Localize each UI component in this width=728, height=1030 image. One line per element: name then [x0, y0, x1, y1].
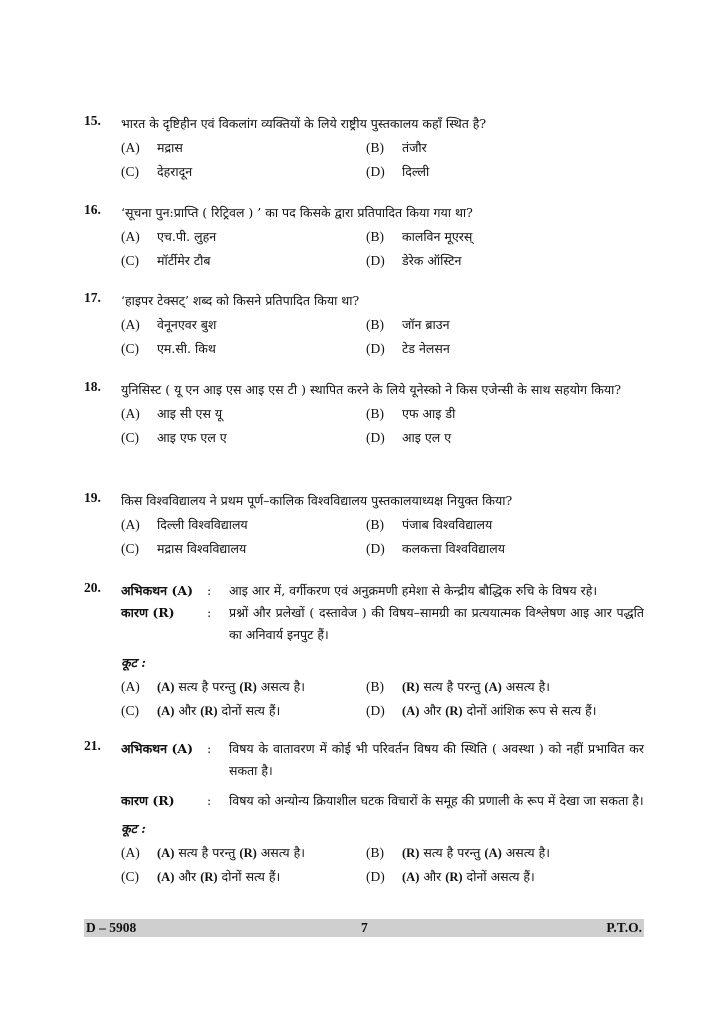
option-a — [121, 227, 366, 247]
option-label: (D) — [366, 164, 385, 179]
question-19 — [84, 490, 644, 559]
assertion — [121, 738, 644, 782]
option-text: आइ एफ एल ए — [157, 430, 227, 445]
option-text: एम.सी. किथ — [157, 341, 216, 356]
option-label: (D) — [366, 341, 385, 356]
text: और — [174, 869, 201, 884]
question-text: ‘सूचना पुन:प्राप्ति ( रिट्रिवल ) ’ का पद किसके द्वारा प्रतिपादित किया गया था? — [121, 205, 473, 220]
option-label: (A) — [121, 317, 140, 332]
page-number: 7 — [361, 920, 368, 935]
option-c — [121, 539, 366, 559]
option-label: (A) — [121, 140, 140, 155]
option-b — [366, 227, 644, 247]
option-b — [366, 677, 644, 697]
text: असत्य है। — [501, 679, 550, 694]
ref-label: (R) — [239, 846, 257, 860]
question-text: भारत के दृष्टिहीन एवं विकलांग व्यक्तियों के लिये राष्ट्रीय पुस्तकालय कहाँ स्थित है? — [121, 116, 487, 131]
option-a — [121, 315, 366, 335]
option-a — [121, 843, 366, 863]
ref-label: (A) — [157, 680, 175, 694]
options — [121, 843, 644, 887]
question-text: ‘हाइपर टेक्सट्’ शब्द को किसने प्रतिपादित किया था? — [121, 293, 360, 308]
text: और — [174, 703, 201, 718]
option-text — [157, 843, 305, 863]
options — [121, 227, 644, 271]
text: सत्य है परन्तु — [419, 845, 485, 860]
option-text: दिल्ली विश्वविद्यालय — [157, 517, 248, 532]
option-a — [121, 138, 366, 158]
option-a — [121, 404, 366, 424]
option-d — [366, 701, 644, 721]
question-text: युनिसिस्ट ( यू एन आइ एस आइ एस टी ) स्थापित करने के लिये यूनेस्को ने किस एजेन्सी के साथ सहयोग किया? — [121, 382, 622, 397]
option-label: (B) — [366, 140, 384, 155]
ref-label: (R) — [445, 870, 463, 884]
option-d — [366, 339, 644, 359]
option-c — [121, 251, 366, 271]
option-a — [121, 515, 366, 535]
option-label: (C) — [121, 869, 139, 884]
question-17 — [84, 290, 644, 359]
option-c — [121, 339, 366, 359]
option-text: देहरादून — [157, 164, 193, 179]
question-15 — [84, 113, 644, 182]
question-16 — [84, 202, 644, 271]
question-18 — [84, 379, 644, 448]
reason — [121, 602, 644, 646]
ref-label: (R) — [200, 704, 218, 718]
option-label: (B) — [366, 845, 384, 860]
option-text: आइ एल ए — [402, 430, 452, 445]
reason-text: प्रश्नों और प्रलेखों ( दस्तावेज ) की विषय–सामग्री का प्रत्ययात्मक विश्लेषण आइ आर पद्धति का अनिवार्य इनपुट हैं। — [229, 605, 644, 642]
options — [121, 515, 644, 559]
assertion-text: आइ आर में, वर्गीकरण एवं अनुक्रमणी हमेशा से केन्द्रीय बौद्धिक रुचि के विषय रहे। — [229, 583, 598, 598]
option-label: (D) — [366, 703, 385, 718]
ref-label: (A) — [157, 704, 175, 718]
option-text — [157, 867, 280, 887]
question-number: 15. — [84, 113, 101, 128]
option-text: तंजौर — [402, 140, 427, 155]
text: सत्य है परन्तु — [419, 679, 485, 694]
option-text: वेनूनएवर बुश — [157, 317, 217, 332]
question-number: 21. — [84, 738, 101, 753]
text: दोनों आंशिक रूप से सत्य हैं। — [462, 703, 597, 718]
ref-label: (A) — [484, 846, 502, 860]
option-text: कालविन मूएरस् — [402, 229, 473, 244]
codes-heading: कूट : — [121, 821, 146, 836]
colon: : — [207, 605, 212, 620]
option-label: (B) — [366, 679, 384, 694]
options — [121, 315, 644, 359]
option-label: (A) — [121, 517, 140, 532]
text: सत्य है परन्तु — [174, 679, 240, 694]
option-b — [366, 843, 644, 863]
option-text: एच.पी. लुहन — [157, 229, 217, 244]
colon: : — [207, 793, 212, 808]
ref-label: (R) — [402, 846, 420, 860]
option-label: (B) — [366, 406, 384, 421]
option-a — [121, 677, 366, 697]
option-c — [121, 867, 366, 887]
option-b — [366, 404, 644, 424]
ref-label: (R) — [402, 680, 420, 694]
options — [121, 138, 644, 182]
option-label: (D) — [366, 430, 385, 445]
reason-label: कारण (R) — [121, 605, 175, 620]
ref-label: (R) — [200, 870, 218, 884]
option-label: (D) — [366, 253, 385, 268]
assertion-text: विषय के वातावरण में कोई भी परिवर्तन विषय की स्थिति ( अवस्था ) को नहीं प्रभावित कर सकता है। — [229, 741, 644, 778]
option-text — [402, 867, 535, 887]
text: दोनों असत्य हैं। — [462, 869, 535, 884]
assertion — [121, 580, 644, 602]
text: दोनों सत्य हैं। — [217, 869, 281, 884]
option-d — [366, 162, 644, 182]
option-text: मद्रास विश्वविद्यालय — [157, 541, 247, 556]
option-text: डेरेक ऑस्टिन — [402, 253, 462, 268]
assertion-label: अभिकथन (A) — [121, 741, 193, 756]
assertion-label: अभिकथन (A) — [121, 583, 193, 598]
option-d — [366, 539, 644, 559]
question-number: 20. — [84, 580, 101, 595]
option-label: (D) — [366, 541, 385, 556]
reason-label: कारण (R) — [121, 793, 175, 808]
question-number: 16. — [84, 202, 101, 217]
option-text — [402, 843, 550, 863]
text: असत्य है। — [256, 845, 305, 860]
option-label: (C) — [121, 703, 139, 718]
option-text: एफ आइ डी — [402, 406, 456, 421]
options — [121, 404, 644, 448]
option-label: (B) — [366, 229, 384, 244]
ref-label: (A) — [157, 870, 175, 884]
option-b — [366, 138, 644, 158]
text: असत्य है। — [501, 845, 550, 860]
options — [121, 677, 644, 721]
option-label: (D) — [366, 869, 385, 884]
option-text: मद्रास — [157, 140, 183, 155]
text: और — [419, 703, 446, 718]
ref-label: (R) — [239, 680, 257, 694]
question-text: किस विश्वविद्यालय ने प्रथम पूर्ण–कालिक विश्वविद्यालय पुस्तकालयाध्यक्ष नियुक्त किया? — [121, 493, 513, 508]
option-label: (B) — [366, 317, 384, 332]
option-text: पंजाब विश्वविद्यालय — [402, 517, 493, 532]
option-label: (A) — [121, 406, 140, 421]
question-number: 19. — [84, 490, 101, 505]
ref-label: (A) — [402, 704, 420, 718]
option-d — [366, 428, 644, 448]
reason-text: विषय को अन्योन्य क्रियाशील घटक विचारों के समूह की प्रणाली के रूप में देखा जा सकता है। — [229, 793, 644, 808]
option-label: (B) — [366, 517, 384, 532]
option-label: (C) — [121, 430, 139, 445]
question-number: 18. — [84, 379, 101, 394]
option-label: (C) — [121, 341, 139, 356]
option-c — [121, 162, 366, 182]
option-text — [402, 677, 550, 697]
option-d — [366, 251, 644, 271]
colon: : — [207, 583, 212, 598]
question-number: 17. — [84, 290, 101, 305]
question-21 — [84, 738, 644, 887]
codes-heading: कूट : — [121, 655, 146, 670]
question-20 — [84, 580, 644, 721]
option-text — [157, 701, 280, 721]
paper-code: D – 5908 — [86, 920, 137, 935]
option-text — [402, 701, 597, 721]
option-text: जॉन ब्राउन — [402, 317, 450, 332]
option-d — [366, 867, 644, 887]
option-label: (A) — [121, 679, 140, 694]
option-label: (C) — [121, 164, 139, 179]
option-text: टेड नेलसन — [402, 341, 450, 356]
option-c — [121, 428, 366, 448]
reason — [121, 790, 644, 812]
page-footer — [84, 919, 644, 937]
ref-label: (A) — [402, 870, 420, 884]
option-text — [157, 677, 305, 697]
ref-label: (A) — [484, 680, 502, 694]
option-text: मॉर्टीमेर टौब — [157, 253, 211, 268]
ref-label: (R) — [445, 704, 463, 718]
option-c — [121, 701, 366, 721]
option-b — [366, 515, 644, 535]
option-b — [366, 315, 644, 335]
ref-label: (A) — [157, 846, 175, 860]
colon: : — [207, 741, 212, 756]
text: दोनों सत्य हैं। — [217, 703, 281, 718]
option-text: कलकत्ता विश्वविद्यालय — [402, 541, 505, 556]
text: और — [419, 869, 446, 884]
option-label: (C) — [121, 253, 139, 268]
option-label: (A) — [121, 845, 140, 860]
option-text: दिल्ली — [402, 164, 430, 179]
text: असत्य है। — [256, 679, 305, 694]
option-text: आइ सी एस यू — [157, 406, 223, 421]
pto-label: P.T.O. — [606, 920, 642, 935]
option-label: (A) — [121, 229, 140, 244]
option-label: (C) — [121, 541, 139, 556]
text: सत्य है परन्तु — [174, 845, 240, 860]
